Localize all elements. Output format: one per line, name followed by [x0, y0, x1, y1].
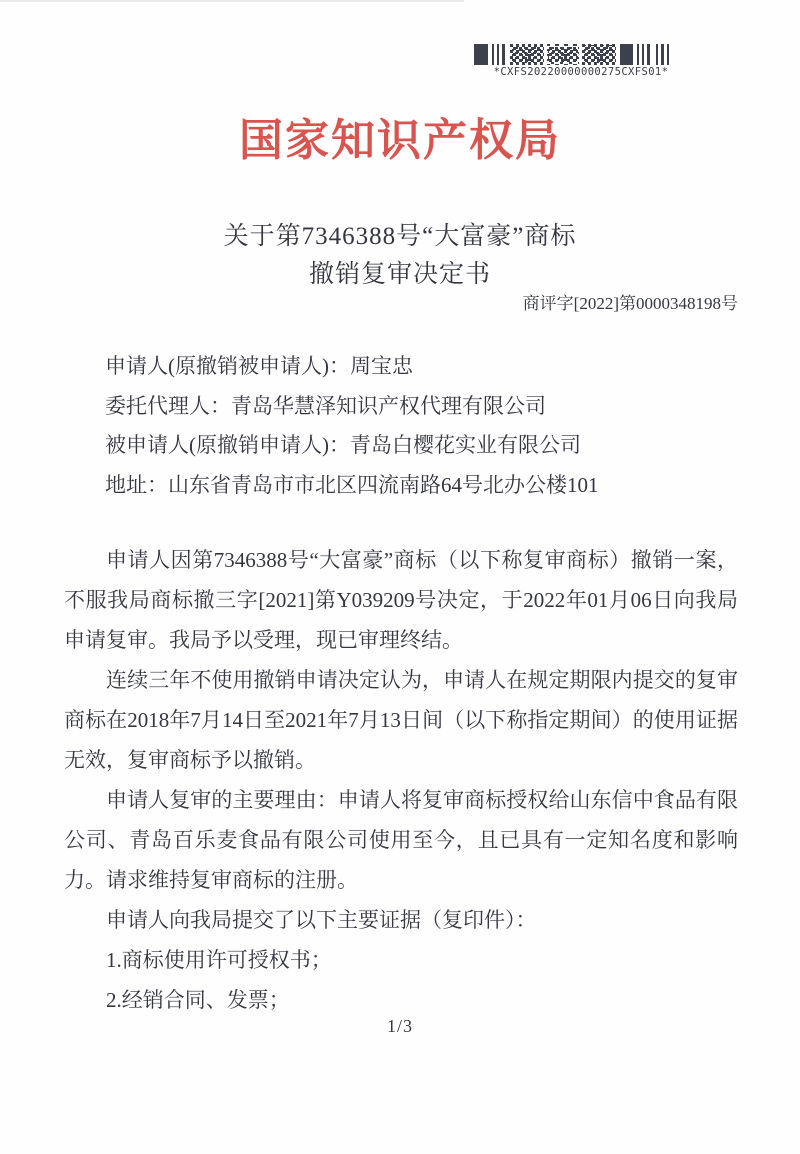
body-paragraph-evidence-intro: 申请人向我局提交了以下主要证据（复印件）：	[106, 908, 537, 932]
barcode-caption: *CXFS20220000000275CXFS01*	[493, 66, 669, 78]
document-title-line2: 撤销复审决定书	[308, 261, 491, 288]
parties-block	[64, 347, 738, 505]
evidence-item-1: 1.商标使用许可授权书；	[106, 948, 332, 972]
decision-body	[64, 540, 738, 1020]
evidence-item-2: 2.经销合同、发票；	[106, 988, 290, 1012]
body-paragraph-original-decision: 连续三年不使用撤销申请决定认为，申请人在规定期限内提交的复审商标在2018年7月14日至2021年7月13日间（以下称指定期间）的使用证据无效，复审商标予以撤销。	[64, 668, 738, 772]
agency-title: 国家知识产权局	[239, 116, 561, 165]
party-line-applicant: 申请人(原撤销被申请人)：周宝忠	[105, 354, 413, 378]
document-title	[0, 218, 800, 294]
body-paragraph-case: 申请人因第7346388号“大富豪”商标（以下称复审商标）撤销一案，不服我局商标撤三字[2021]第Y039209号决定，于2022年01月06日向我局申请复审。我局予以受理，现已审理终结。	[64, 548, 738, 652]
body-paragraph-review-reasons: 申请人复审的主要理由：申请人将复审商标授权给山东信中食品有限公司、青岛百乐麦食品有限公司使用至今，且已具有一定知名度和影响力。请求维持复审商标的注册。	[64, 788, 738, 892]
party-line-respondent: 被申请人(原撤销申请人)：青岛白樱花实业有限公司	[105, 433, 581, 457]
document-title-line1: 关于第7346388号“大富豪”商标	[223, 223, 577, 250]
scan-edge-artifact	[0, 0, 464, 2]
barcode-image	[474, 44, 688, 65]
reference-number: 商评字[2022]第0000348198号	[522, 294, 738, 313]
party-line-address: 地址：山东省青岛市市北区四流南路64号北办公楼101	[105, 472, 599, 497]
party-line-agent: 委托代理人：青岛华慧泽知识产权代理有限公司	[105, 393, 546, 418]
barcode	[474, 44, 688, 78]
page-number: 1/3	[386, 1016, 413, 1036]
